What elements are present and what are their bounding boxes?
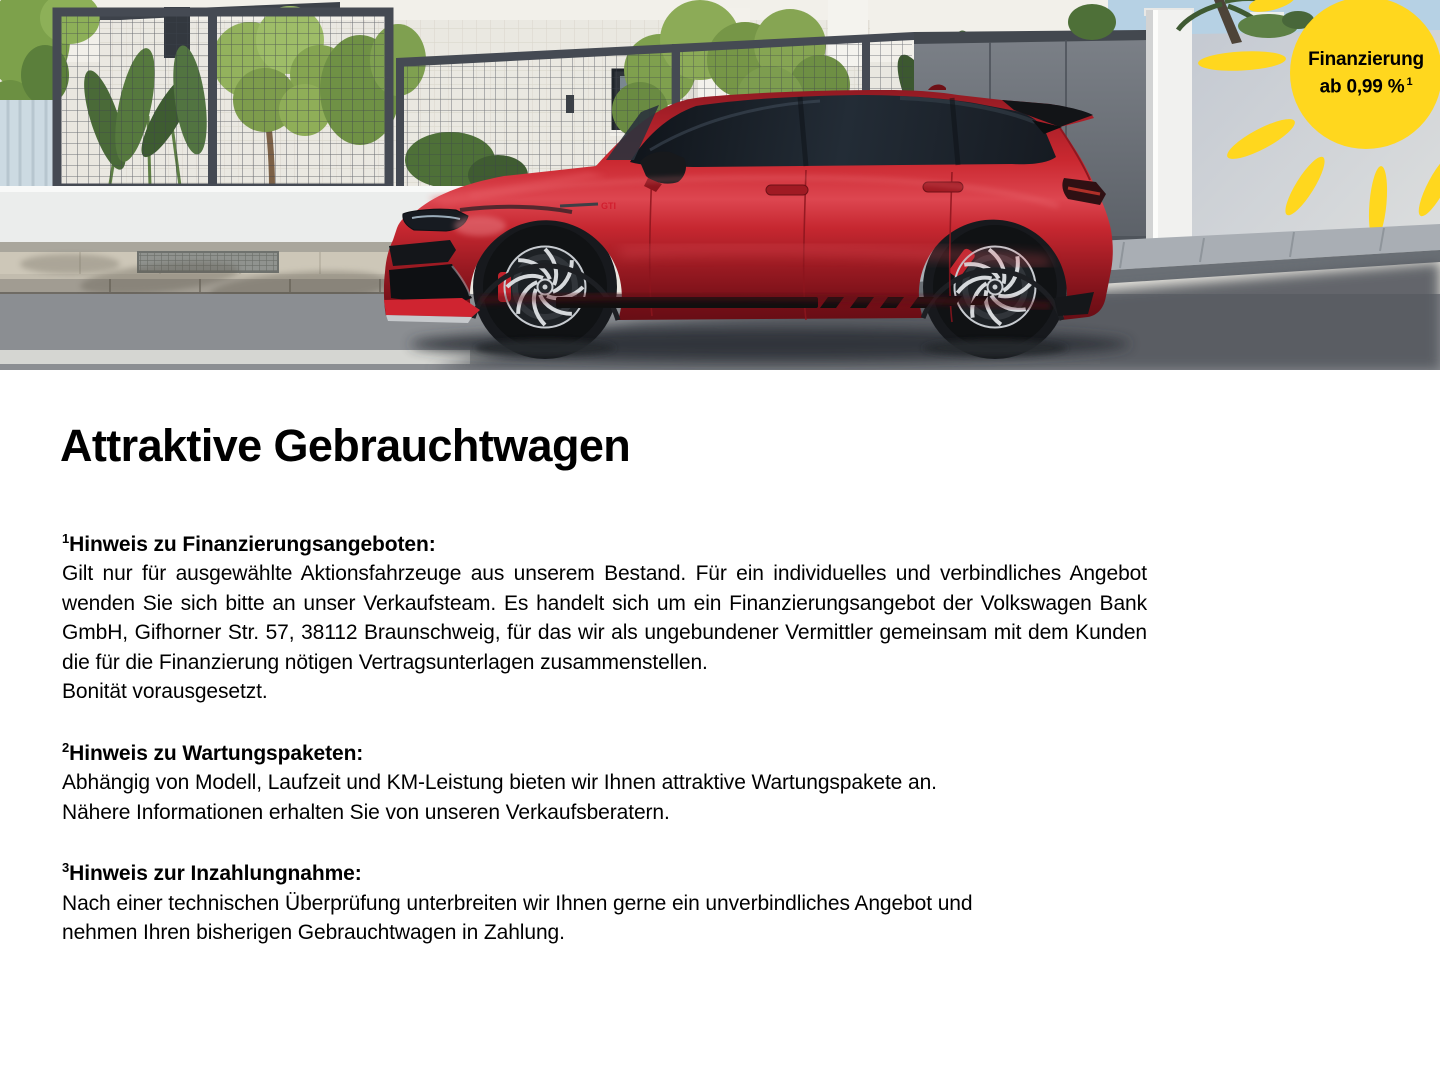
front-splitter — [384, 298, 480, 317]
note-trade-in-body-line1: Nach einer technischen Überprüfung unterbreiten wir Ihnen gerne ein unverbindliches Angebot und — [62, 891, 973, 915]
content — [62, 422, 1147, 948]
footnote-marker-1: 1 — [1406, 75, 1413, 88]
door-handle — [766, 185, 808, 195]
road-marking — [0, 350, 470, 364]
note-financing-body-line2: Bonität vorausgesetzt. — [62, 680, 268, 704]
note-maintenance-body-line1: Abhängig von Modell, Laufzeit und KM-Leistung bieten wir Ihnen attraktive Wartungspakete an. — [62, 771, 937, 795]
note-trade-in-heading: $^3$Hinweis zur Inzahlungnahme: — [62, 860, 362, 886]
note-maintenance — [62, 739, 1147, 828]
footnote-marker: 3 — [62, 860, 70, 876]
hero-scene-illustration — [0, 0, 1440, 370]
wall-pillar — [1144, 8, 1194, 248]
note-trade-in — [62, 859, 1147, 948]
note-maintenance-heading: $^2$Hinweis zu Wartungspaketen: — [62, 739, 364, 765]
finance-offer-line1: Finanzierung — [1308, 48, 1424, 70]
note-financing-heading: $^1$Hinweis zu Finanzierungsangeboten: — [62, 530, 436, 556]
page-title: Attraktive Gebrauchtwagen — [60, 420, 631, 471]
note-trade-in-body-line2: nehmen Ihren bisherigen Gebrauchtwagen in Zahlung. — [62, 921, 565, 945]
footnote-marker: 1 — [62, 530, 70, 546]
gti-badge: GTI — [601, 201, 616, 211]
note-maintenance-body-line2: Nähere Informationen erhalten Sie von unseren Verkaufsberatern. — [62, 800, 670, 824]
finance-offer-line2: ab 0,99 % $^1$ — [1319, 75, 1413, 98]
footnote-marker: 2 — [62, 739, 70, 755]
hero-photo — [0, 0, 1440, 370]
note-financing — [62, 530, 1147, 707]
note-financing-body-line1: Gilt nur für ausgewählte Aktionsfahrzeuge aus unserem Bestand. Für ein individuelles und verbindliches Angebot wenden Sie sich bitte an unser Verkaufsteam. Es handelt sich um ein Finanzierungsangebot der Volkswagen Bank GmbH, Gifhorner Str. 57, 38112 Braunschweig, für das wir als ungebundener Vermittler gemeinsam mit dem Kunden die für die Finanzierung nötigen Vertragsunterlagen zusammenstellen. — [62, 562, 1147, 674]
